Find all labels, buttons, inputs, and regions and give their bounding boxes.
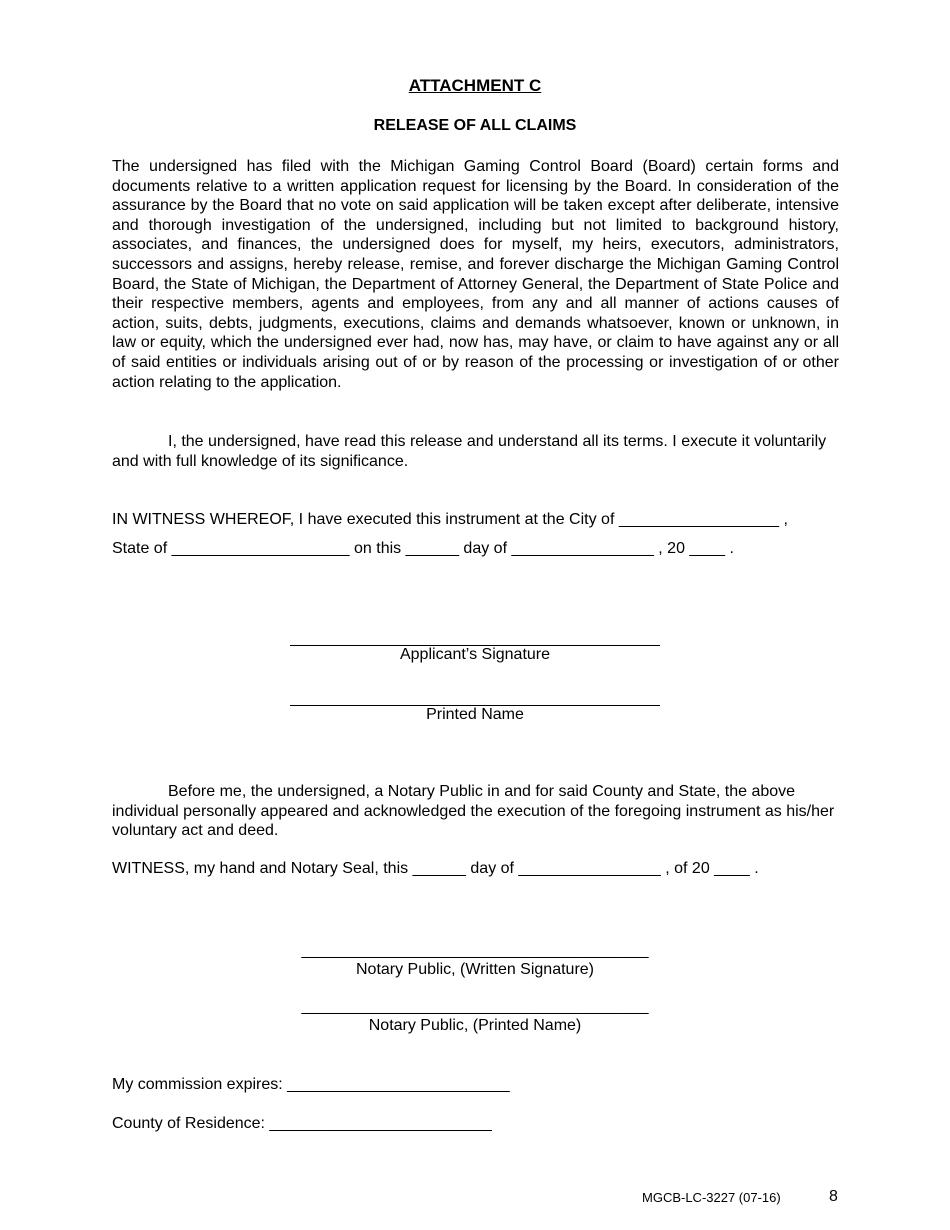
notary-signature-line[interactable]: _______________________________________ <box>301 942 649 959</box>
commission-expires-field[interactable]: My commission expires: _________________________ <box>112 1076 510 1093</box>
county-of-residence-field[interactable]: County of Residence: _________________________ <box>112 1115 492 1132</box>
witness-state-date-line[interactable]: State of ____________________ on this ______ day of ________________ , 20 ____ . <box>112 540 734 557</box>
printed-name-label: Printed Name <box>426 706 524 723</box>
notary-printed-label: Notary Public, (Printed Name) <box>368 1017 582 1034</box>
notary-witness-line[interactable]: WITNESS, my hand and Notary Seal, this ______ day of ________________ , of 20 ____ . <box>112 860 759 877</box>
release-paragraph: The undersigned has filed with the Michigan Gaming Control Board (Board) certain forms and documents relative to a written application request for licensing by the Board. In consideration of the assurance by the Board that no vote on said application will be taken except after deliberate, intensive and thorough investigation of the undersigned, including but not limited to background history, associates, and finances, the undersigned does for myself, my heirs, executors, administrators, successors and assigns, hereby release, remise, and forever discharge the Michigan Gaming Control Board, the State of Michigan, the Department of Attorney General, the Department of State Police and their respective members, agents and employees, from any and all manner of actions causes of action, suits, debts, judgments, executions, claims and demands whatsoever, known or unknown, in law or equity, which the undersigned ever had, now has, may have, or claim to have against any or all of said entities or individuals arising out of or by reason of the processing or investigation of or other action relating to the application. <box>112 158 839 391</box>
applicant-signature-label: Applicant’s Signature <box>399 646 551 663</box>
form-code: MGCB-LC-3227 (07-16) <box>642 1190 781 1205</box>
notary-paragraph-text: Before me, the undersigned, a Notary Public in and for said County and State, the above individual personally appeared and acknowledged the execution of the foregoing instrument as his/her voluntary act and deed. <box>112 783 835 840</box>
acknowledgment-text: I, the undersigned, have read this release and understand all its terms. I execute it voluntarily and with full knowledge of its significance. <box>112 433 827 470</box>
notary-signature-label: Notary Public, (Written Signature) <box>355 961 594 978</box>
document-subtitle: RELEASE OF ALL CLAIMS <box>373 117 577 134</box>
witness-city-line[interactable]: IN WITNESS WHEREOF, I have executed this instrument at the City of __________________ , <box>112 511 788 528</box>
notary-printed-line[interactable]: _______________________________________ <box>301 998 649 1015</box>
acknowledgment-paragraph <box>112 432 839 471</box>
page-number: 8 <box>829 1188 838 1205</box>
notary-paragraph <box>112 782 839 841</box>
document-title: ATTACHMENT C <box>408 76 542 95</box>
